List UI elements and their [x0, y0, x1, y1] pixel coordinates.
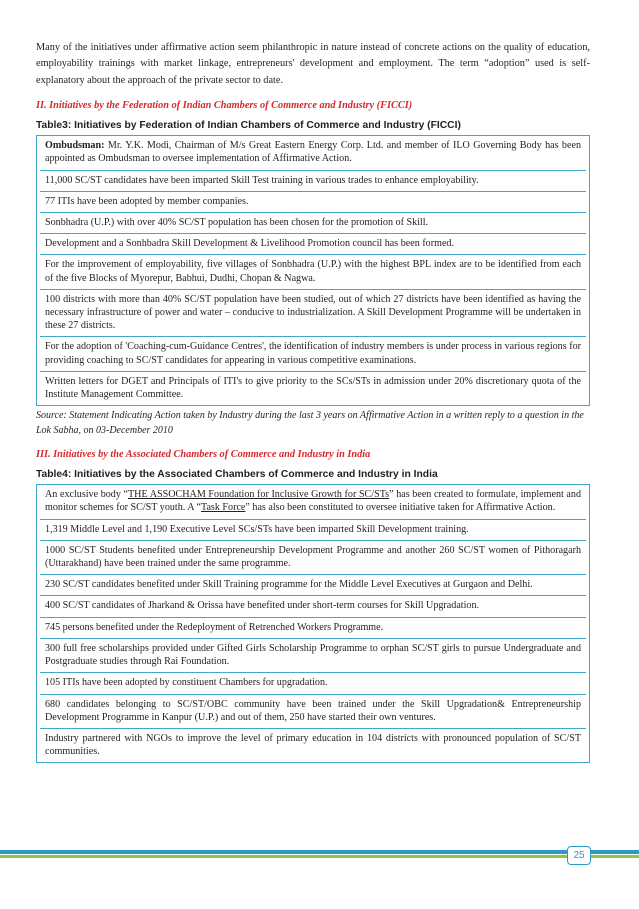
table4-row	[40, 673, 586, 694]
table3-row	[40, 234, 586, 255]
table3-row	[40, 290, 586, 338]
table3-row-text: 11,000 SC/ST candidates have been imparted Skill Test training in various trades to enhance employability.	[45, 174, 479, 186]
table3-row	[40, 192, 586, 213]
footer-blue-stripe	[0, 850, 639, 854]
page-content	[36, 40, 590, 763]
table3-row-lead: Ombudsman:	[45, 140, 105, 152]
table4-row-text: 300 full free scholarships provided under Gifted Girls Scholarship Programme to orphan SC/ST girls to pursue Undergraduate and Postgraduate studies through Rai Foundation.	[45, 642, 581, 668]
table3-row-text: Sonbhadra (U.P.) with over 40% SC/ST population has been chosen for the promotion of Skill.	[45, 217, 429, 229]
table3-row	[40, 337, 586, 371]
table4-row-text: Industry partnered with NGOs to improve the level of primary education in 104 districts with pronounced population of SC/ST communities.	[45, 732, 581, 758]
intro-paragraph: Many of the initiatives under affirmative action seem philanthropic in nature instead of concrete actions on the quality of education, employability trainings with market linkage, entrepreneurs' development and employment. The term “adoption” used is self-explanatory about the approach of the private sector to date.	[36, 42, 590, 86]
table4-caption: Table4: Initiatives by the Associated Chambers of Commerce and Industry in India	[36, 469, 438, 481]
table3-row-text: Development and a Sonhbadra Skill Development & Livelihood Promotion council has been formed.	[45, 238, 454, 250]
section-heading-assocham: III. Initiatives by the Associated Chambers of Commerce and Industry in India	[36, 449, 371, 461]
table4-row-text: 680 candidates belonging to SC/ST/OBC community have been trained under the Skill Upgradation& Entrepreneurship Development Programme in Kanpur (U.P.) and out of them, 250 have started their own ventures.	[45, 698, 581, 723]
table3-row-text: Mr. Y.K. Modi, Chairman of M/s Great Eastern Energy Corp. Ltd. and member of ILO Governing Body has been appointed as Ombudsman to oversee implementation of Affirmative Action.	[45, 140, 581, 165]
table4-row	[40, 695, 586, 729]
table4-row-text: An exclusive body “	[45, 489, 129, 501]
table3-row-text: For the improvement of employability, five villages of Sonbhadra (U.P.) with the highest BPL index are to be identified from each of the five Blocks of Myorepur, Babhui, Dudhi, Chopan & Nagwa.	[45, 259, 581, 284]
table4-row	[40, 520, 586, 541]
table4-row-text: 1,319 Middle Level and 1,190 Executive Level SCs/STs have been imparted Skill Development training.	[45, 523, 469, 535]
table3-row	[40, 171, 586, 192]
table4-row-text: 105 ITIs have been adopted by constituent Chambers for upgradation.	[45, 677, 328, 689]
table3-row-text: Written letters for DGET and Principals of ITI's to give priority to the SCs/STs in admission under 20% discretionary quota of the Institute Management Committee.	[45, 375, 581, 401]
table4-row	[40, 618, 586, 639]
table4-row	[40, 575, 586, 596]
table4-row	[40, 639, 586, 673]
table3-row	[40, 136, 586, 170]
table3-row	[40, 213, 586, 234]
assocham-foundation-link[interactable]: THE ASSOCHAM Foundation for Inclusive Growth for SC/STs	[128, 489, 390, 501]
table3-source-note: Source: Statement Indicating Action taken by Industry during the last 3 years on Affirmative Action in a written reply to a question in the Lok Sabha, on 03-December 2010	[36, 410, 584, 436]
table4-row-text: 230 SC/ST candidates benefited under Skill Training programme for the Middle Level Executives at Gurgaon and Delhi.	[45, 579, 533, 591]
table3-caption: Table3: Initiatives by Federation of Indian Chambers of Commerce and Industry (FICCI)	[36, 120, 461, 132]
table3-row	[40, 255, 586, 289]
table4-row-text: 745 persons benefited under the Redeployment of Retrenched Workers Programme.	[45, 621, 384, 633]
table4-row-text: ” has been created to formulate, implement and monitor schemes for SC/ST youth. A “	[45, 489, 581, 514]
page-number: 25	[567, 846, 591, 865]
table3-row-text: 100 districts with more than 40% SC/ST population have been studied, out of which 27 districts have been identified as having the necessary infrastructure of power and water – conducive to industrialization. A Skill Development Programme will be undertaken in these 27 districts.	[45, 293, 581, 332]
table3-row-text: 77 ITIs have been adopted by member companies.	[45, 195, 249, 207]
table4-row	[40, 485, 586, 519]
table4-row-text: 1000 SC/ST Students benefited under Entrepreneurship Development Programme and another 260 SC/ST women of Pithoragarh (Uttarakhand) have been trained under the same programme.	[45, 544, 581, 570]
table3-row-text: For the adoption of 'Coaching-cum-Guidance Centres', the identification of industry members is under process in various regions for providing coaching to SC/ST candidates for appearing in various competitive examinations.	[45, 341, 581, 366]
footer-stripe	[0, 850, 639, 860]
table3	[36, 135, 590, 406]
table3-row	[40, 372, 586, 405]
task-force-link[interactable]: Task Force	[200, 502, 246, 514]
table4-row	[40, 729, 586, 762]
table4-row	[40, 541, 586, 575]
table4	[36, 484, 590, 763]
table4-row-text: 400 SC/ST candidates of Jharkand & Orissa have benefited under short-term courses for Skill Upgradation.	[45, 600, 480, 612]
section-heading-ficci: II. Initiatives by the Federation of Indian Chambers of Commerce and Industry (FICCI)	[36, 100, 413, 112]
table4-row	[40, 596, 586, 617]
footer-green-stripe	[0, 855, 639, 858]
table4-row-text: ” has also been constituted to oversee initiative taken for Affirmative Action.	[245, 502, 556, 514]
